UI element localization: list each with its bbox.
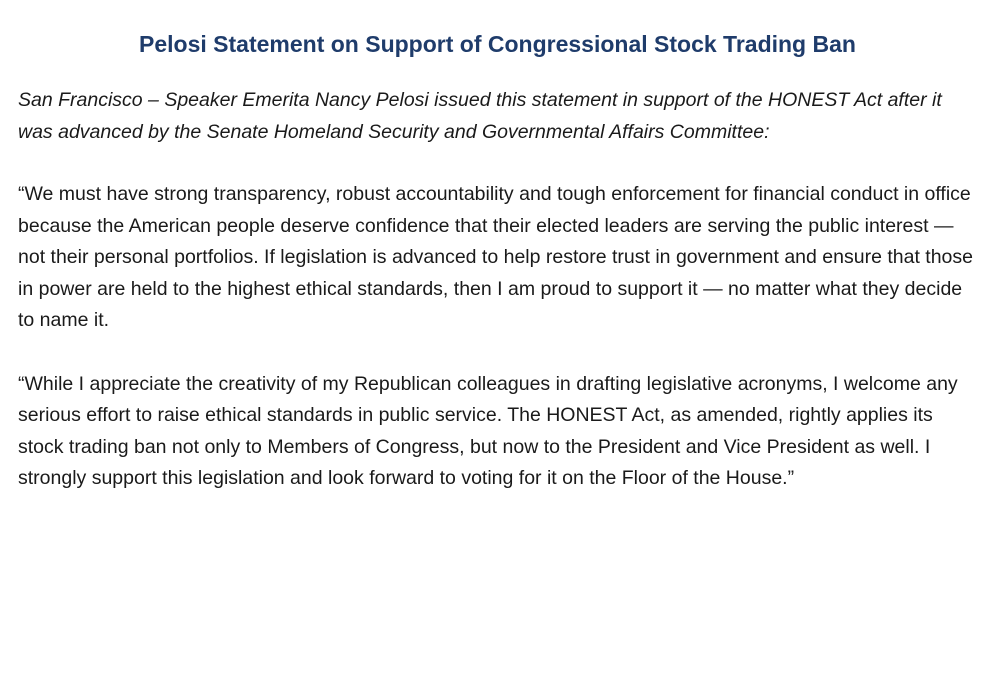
- quote-paragraph-2: “While I appreciate the creativity of my Republican colleagues in drafting legislative acronyms, I welcome any serious effort to raise ethical standards in public service. The HONEST Act, as amended, rightly applies its stock trading ban not only to Members of Congress, but now to the President and Vice President as well. I strongly support this legislation and look forward to voting for it on the Floor of the House.”: [18, 372, 958, 489]
- quote-paragraph-1: “We must have strong transparency, robust accountability and tough enforcement for financial conduct in office because the American people deserve confidence that their elected leaders are serving the public interest — not their personal portfolios. If legislation is advanced to help restore trust in government and ensure that those in power are held to the highest ethical standards, then I am proud to support it — no matter what they decide to name it.: [18, 183, 973, 331]
- statement-title: Pelosi Statement on Support of Congressional Stock Trading Ban: [139, 31, 856, 57]
- statement-intro: San Francisco – Speaker Emerita Nancy Pelosi issued this statement in support of the HONEST Act after it was advanced by the Senate Homeland Security and Governmental Affairs Committee:: [18, 89, 942, 143]
